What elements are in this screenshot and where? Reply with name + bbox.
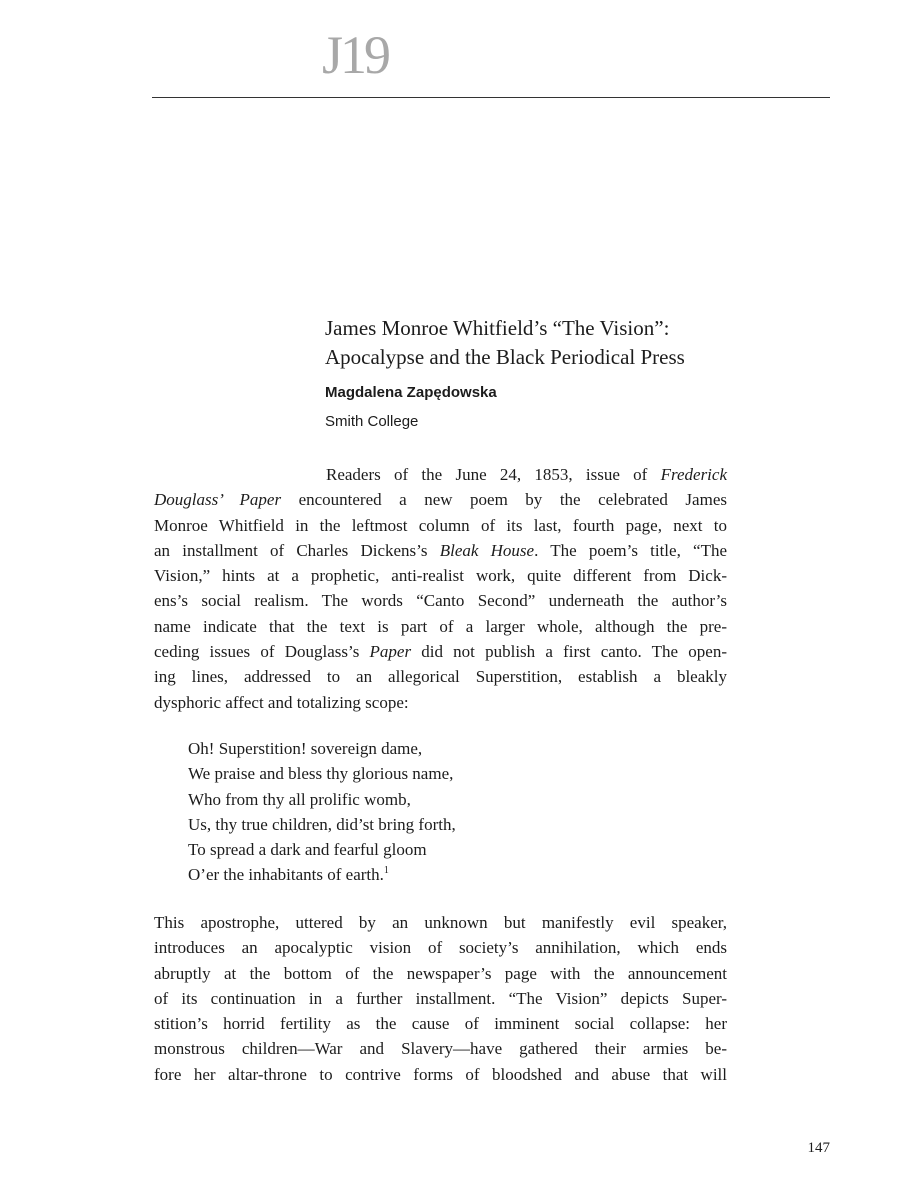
text-run: Readers of the June 24, 1853, issue of [326,465,661,484]
text-run: This apostrophe, uttered by an unknown but manifestly evil speaker, [154,913,727,932]
text-line [154,538,727,563]
text-line [154,690,727,715]
article-title-line: James Monroe Whitfield’s “The Vision”: [325,316,670,340]
paragraph-1 [154,462,727,715]
poem-line: Us, thy true children, did’st bring forth, [188,814,456,834]
header-rule [152,97,830,98]
text-line [154,961,727,986]
paragraph-2 [154,910,727,1087]
poem-line-text: O’er the inhabitants of earth. [188,865,384,885]
text-run: of its continuation in a further installment. “The Vision” depicts Super- [154,988,727,1008]
text-run: abruptly at the bottom of the newspaper’s page with the announcement [154,963,727,983]
text-line [154,588,727,613]
text-run: monstrous children—War and Slavery—have gathered their armies be- [154,1039,727,1059]
text-line [154,614,727,639]
journal-logo: J19 [322,25,389,85]
text-run: fore her altar-throne to contrive forms of bloodshed and abuse that will [154,1064,727,1084]
italic-title: Frederick [660,465,727,484]
text-run: Monroe Whitfield in the leftmost column of its last, fourth page, next to [154,515,727,535]
article-title-line: Apocalypse and the Black Periodical Press [325,345,685,369]
text-line [154,563,727,588]
text-run: encountered a new poem by the celebrated James [281,490,727,510]
text-line [154,487,727,512]
italic-title: Douglass’ Paper [154,490,282,510]
text-line [154,910,727,935]
poem-line: To spread a dark and fearful gloom [188,840,427,860]
text-run: ens’s social realism. The words “Canto Second” underneath the author’s [154,591,727,611]
italic-title: Paper [369,642,412,662]
footnote-marker[interactable]: 1 [383,865,389,877]
author-name: Magdalena Zapędowska [325,384,497,401]
text-run: ing lines, addressed to an allegorical Superstition, establish a bleakly [154,667,727,687]
text-run: name indicate that the text is part of a larger whole, although the pre- [154,616,727,636]
text-run: ceding issues of Douglass’s [154,642,370,662]
text-line [154,639,727,664]
poem-line: Who from thy all prolific womb, [188,789,411,809]
text-line [154,462,727,487]
text-line [154,513,727,538]
text-run: stition’s horrid fertility as the cause of imminent social collapse: her [154,1014,727,1034]
text-run: Vision,” hints at a prophetic, anti-realist work, quite different from Dick- [154,566,727,586]
italic-title: Bleak House [439,540,535,560]
text-line [154,1062,727,1087]
poem-line: We praise and bless thy glorious name, [188,764,454,784]
article-title [325,314,785,372]
text-line [154,664,727,689]
poem-line [188,862,456,887]
text-line [154,986,727,1011]
text-line [154,1011,727,1036]
text-run: . The poem’s title, “The [534,540,727,560]
page-number: 147 [807,1140,830,1156]
text-line [154,1036,727,1061]
text-run: an installment of Charles Dickens’s [154,540,440,560]
poem-block-quote [188,736,456,888]
poem-line: Oh! Superstition! sovereign dame, [188,739,423,758]
text-run: dysphoric affect and totalizing scope: [154,692,409,712]
text-line [154,935,727,960]
text-run: introduces an apocalyptic vision of society’s annihilation, which ends [154,938,727,958]
text-run: did not publish a first canto. The open- [411,642,727,662]
author-affiliation: Smith College [325,413,419,430]
